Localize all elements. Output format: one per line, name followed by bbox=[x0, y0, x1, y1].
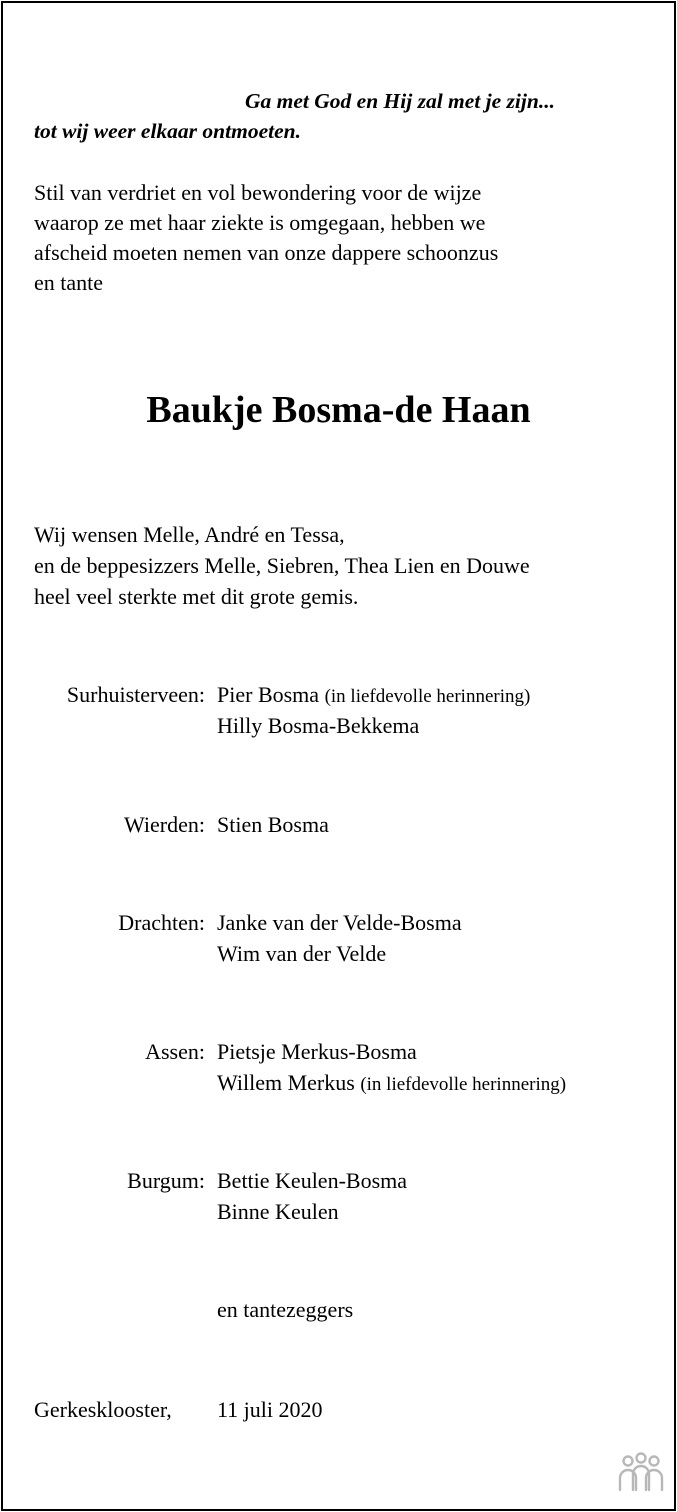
intro-line-1: Stil van verdriet en vol bewondering voor de wijze bbox=[34, 180, 482, 205]
relative-wim-van-der-velde: Wim van der Velde bbox=[217, 941, 387, 966]
relative-note: (in liefdevolle herinnering) bbox=[360, 1074, 567, 1095]
deceased-name: Baukje Bosma-de Haan bbox=[146, 389, 531, 431]
wishes-line-1: Wij wensen Melle, André en Tessa, bbox=[34, 522, 345, 547]
relative-binne-keulen: Binne Keulen bbox=[217, 1199, 339, 1224]
intro-line-4: en tante bbox=[34, 270, 104, 295]
relative-stien-bosma: Stien Bosma bbox=[217, 812, 329, 837]
motto-line-1: Ga met God en Hij zal met je zijn... bbox=[245, 89, 555, 113]
closing-line: en tantezeggers bbox=[217, 1297, 354, 1322]
motto-line-2: tot wij weer elkaar ontmoeten. bbox=[34, 119, 301, 143]
intro-line-3: afscheid moeten nemen van onze dappere schoonzus bbox=[34, 240, 499, 265]
place-burgum: Burgum: bbox=[127, 1168, 205, 1193]
place-drachten: Drachten: bbox=[118, 910, 205, 935]
relative-pietsje-merkus-bosma: Pietsje Merkus-Bosma bbox=[217, 1039, 417, 1064]
wishes-line-3: heel veel sterkte met dit grote gemis. bbox=[34, 584, 359, 609]
place-surhuisterveen: Surhuisterveen: bbox=[66, 682, 205, 707]
place-wierden: Wierden: bbox=[124, 812, 205, 837]
intro-line-2: waarop ze met haar ziekte is omgegaan, hebben we bbox=[34, 210, 486, 235]
relative-hilly-bosma-bekkema: Hilly Bosma-Bekkema bbox=[217, 713, 420, 738]
footer-date: 11 juli 2020 bbox=[217, 1397, 323, 1422]
footer-place: Gerkesklooster, bbox=[34, 1397, 172, 1422]
relative-pier-bosma bbox=[217, 680, 530, 712]
relative-janke-van-der-velde-bosma: Janke van der Velde-Bosma bbox=[217, 910, 462, 935]
place-assen: Assen: bbox=[145, 1039, 205, 1064]
people-group-icon bbox=[617, 1452, 665, 1494]
relative-willem-merkus bbox=[217, 1068, 566, 1100]
relative-note: (in liefdevolle herinnering) bbox=[324, 686, 531, 707]
relative-bettie-keulen-bosma: Bettie Keulen-Bosma bbox=[217, 1168, 408, 1193]
wishes-line-2: en de beppesizzers Melle, Siebren, Thea Lien en Douwe bbox=[34, 553, 530, 578]
relative-name: Pier Bosma bbox=[217, 682, 320, 707]
relative-name: Willem Merkus bbox=[217, 1070, 355, 1095]
